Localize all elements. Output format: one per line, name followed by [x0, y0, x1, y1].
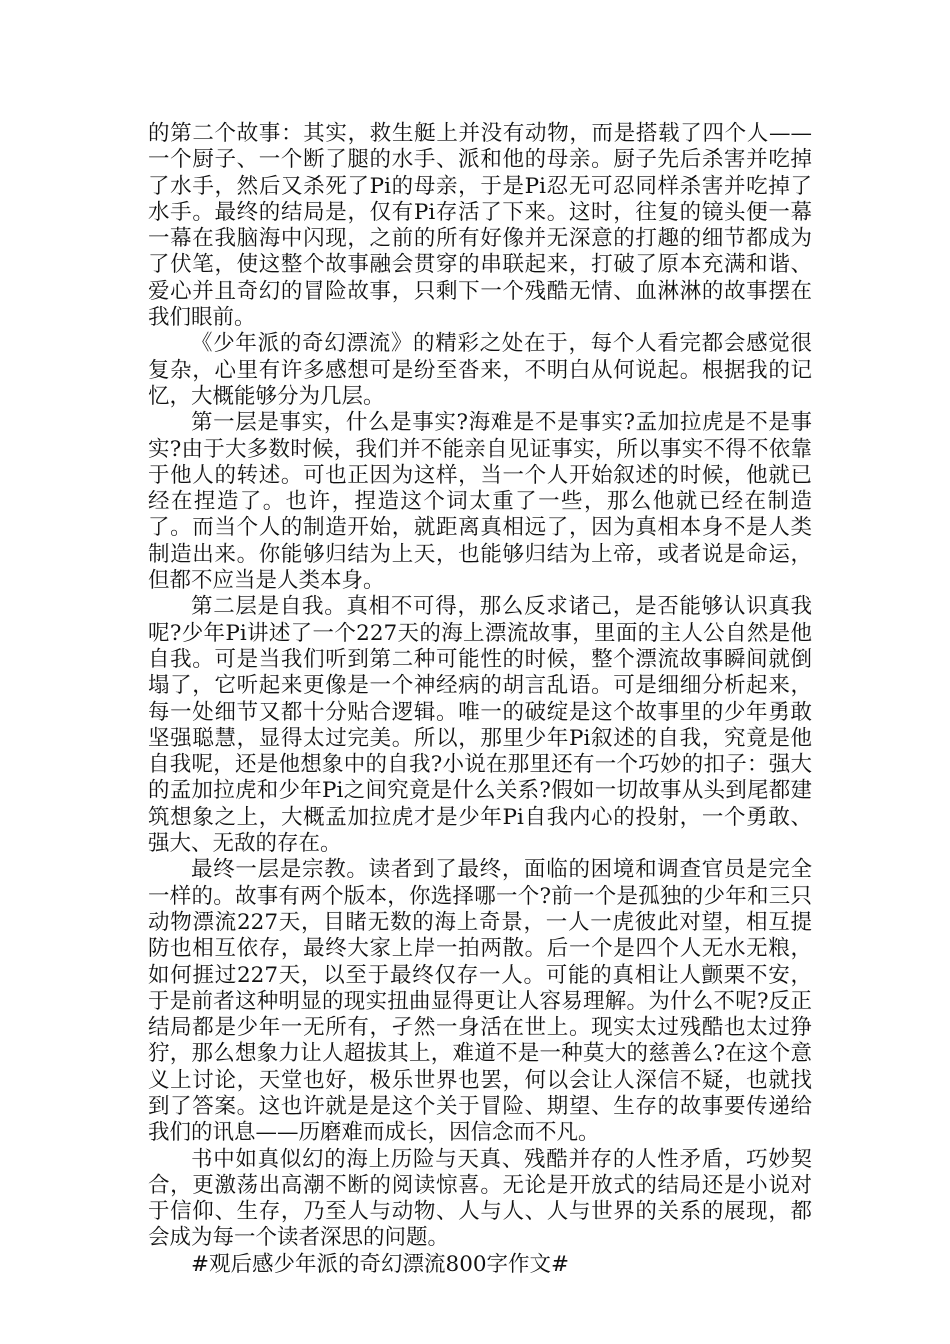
hashtag-line: #观后感少年派的奇幻漂流800字作文# [191, 1251, 570, 1277]
paragraph-intro: 《少年派的奇幻漂流》的精彩之处在于，每个人看完都会感觉很复杂，心里有许多感想可是纷至沓来，不明白从何说起。根据我的记忆，大概能够分为几层。 [148, 331, 812, 409]
paragraph-layer-one: 第一层是事实，什么是事实?海难是不是事实?孟加拉虎是不是事实?由于大多数时候，我们并不能亲自见证事实，所以事实不得不依靠于他人的转述。可也正因为这样，当一个人开始叙述的时候，他就已经在捏造了。也许，捏造这个词太重了一些，那么他就已经在制造了。而当个人的制造开始，就距离真相远了，因为真相本身不是人类制造出来。你能够归结为上天，也能够归结为上帝，或者说是命运，但都不应当是人类本身。 [148, 410, 812, 594]
paragraph-layer-two: 第二层是自我。真相不可得，那么反求诸己，是否能够认识真我呢?少年Pi讲述了一个227天的海上漂流故事，里面的主人公自然是他自我。可是当我们听到第二种可能性的时候，整个漂流故事瞬间就倒塌了，它听起来更像是一个神经病的胡言乱语。可是细细分析起来，每一处细节又都十分贴合逻辑。唯一的破绽是这个故事里的少年勇敢坚强聪慧，显得太过完美。所以，那里少年Pi叙述的自我，究竟是他自我呢，还是他想象中的自我?小说在那里还有一个巧妙的扣子：强大的孟加拉虎和少年Pi之间究竟是什么关系?假如一切故事从头到尾都建筑想象之上，大概孟加拉虎才是少年Pi自我内心的投射，一个勇敢、强大、无敌的存在。 [148, 594, 812, 857]
paragraph-continuation: 的第二个故事：其实，救生艇上并没有动物，而是搭载了四个人——一个厨子、一个断了腿的水手、派和他的母亲。厨子先后杀害并吃掉了水手，然后又杀死了Pi的母亲，于是Pi忍无可忍同样杀害并吃掉了水手。最终的结局是，仅有Pi存活了下来。这时，往复的镜头便一幕一幕在我脑海中闪现，之前的所有好像并无深意的打趣的细节都成为了伏笔，使这整个故事融会贯穿的串联起来，打破了原本充满和谐、爱心并且奇幻的冒险故事，只剩下一个残酷无情、血淋淋的故事摆在我们眼前。 [148, 121, 812, 331]
paragraph-conclusion: 书中如真似幻的海上历险与天真、残酷并存的人性矛盾，巧妙契合，更激荡出高潮不断的阅读惊喜。无论是开放式的结局还是小说对于信仰、生存，乃至人与动物、人与人、人与世界的关系的展现，都会成为每一个读者深思的问题。 [148, 1146, 812, 1251]
paragraph-layer-three: 最终一层是宗教。读者到了最终，面临的困境和调查官员是完全一样的。故事有两个版本，你选择哪一个?前一个是孤独的少年和三只动物漂流227天，目睹无数的海上奇景，一人一虎彼此对望，相互提防也相互依存，最终大家上岸一拍两散。后一个是四个人无水无粮，如何捱过227天，以至于最终仅存一人。可能的真相让人颤栗不安，于是前者这种明显的现实扭曲显得更让人容易理解。为什么不呢?反正结局都是少年一无所有，孑然一身活在世上。现实太过残酷也太过狰狞，那么想象力让人超拔其上，难道不是一种莫大的慈善么?在这个意义上讨论，天堂也好，极乐世界也罢，何以会让人深信不疑，也就找到了答案。这也许就是是这个关于冒险、期望、生存的故事要传递给我们的讯息——历磨难而成长，因信念而不凡。 [148, 857, 812, 1146]
document-body [148, 121, 812, 1278]
